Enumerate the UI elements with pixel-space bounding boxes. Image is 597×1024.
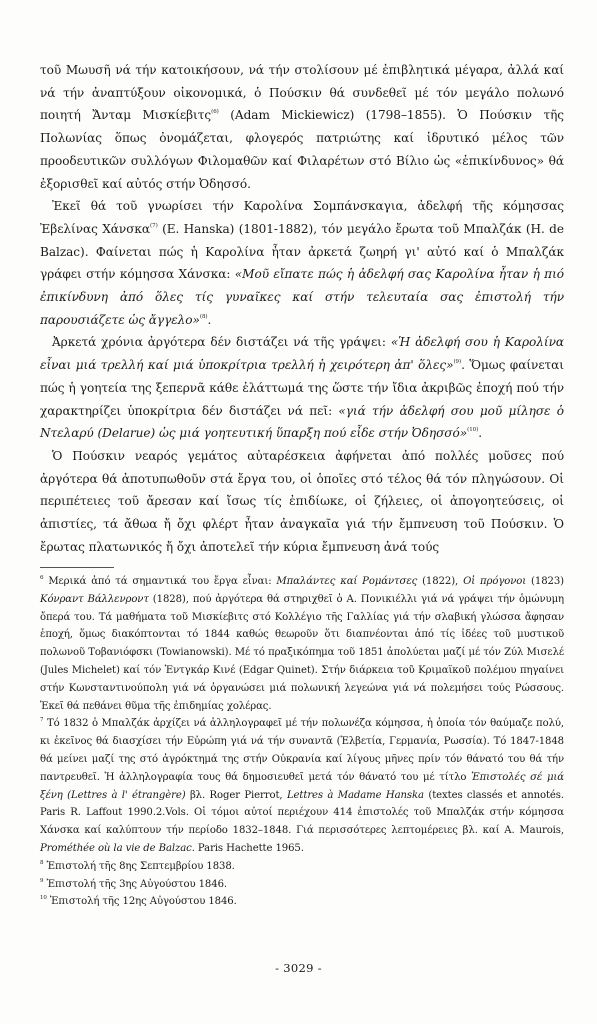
footnote-reference: (7) [150, 222, 158, 229]
paragraph [40, 445, 564, 559]
footnote [40, 715, 564, 857]
text-run: . Ὅμως φαίνεται πώς ἡ γοητεία της ξεπερνᾶ κάθε ἐλάττωμά της ὥστε τήν ἴδια ἀκριβῶς ἐποχή πού τήν χαρακτηρίζει ὑποκρίτρια δέν διστάζει νά πεῖ: [40, 358, 564, 418]
paragraph [40, 59, 564, 195]
text-run: . [478, 426, 482, 441]
text-run: Ἐπιστολή τῆς 3ης Αὐγούστου 1846. [46, 878, 228, 890]
page-number: - 3029 - [275, 961, 322, 975]
footnote-reference: (9) [453, 359, 462, 366]
italic-run: Prométhée où la vie de Balzac [40, 842, 192, 854]
italic-run: «γιά τήν ἀδελφή σου μοῦ μίλησε ὁ Ντελαρύ (Delarue) ὡς μιά γοητευτική ὕπαρξη πού εἶδε στήν Ὀδησσό» [40, 403, 564, 441]
italic-run: «Ἡ ἀδελφή σου ἡ Καρολίνα εἶναι μιά τρελλή καί μιά ὑποκρίτρια τρελλή ἡ χειρότερη ἀπ' ὅλες» [40, 335, 564, 373]
text-run: (E. Hanska) (1801-1882), τόν μεγάλο ἔρωτα τοῦ Μπαλζάκ (H. de Balzac). Φαίνεται πώς ἡ Καρολίνα ἦταν ἀρκετά ζωηρή γι' αὐτό καί ὁ Μπαλζάκ γράφει στήν κόμησσα Χάνσκα: [40, 221, 564, 282]
text-run: τοῦ Μωυσῆ νά τήν κατοικήσουν, νά τήν στολίσουν μέ ἐπιβλητικά μέγαρα, ἀλλά καί νά τήν ἀναπτύξουν οἰκονομικά, ὁ Πούσκιν θά συνδεθεῖ μέ τόν μεγάλο πολωνό ποιητή Ἄνταμ Μισκίεβιτς [40, 63, 564, 123]
footnote-reference: (10) [467, 427, 479, 434]
footnote [40, 876, 564, 894]
text-run: Ἐπιστολή τῆς 8ης Σεπτεμβρίου 1838. [46, 860, 235, 872]
italic-run: Μπαλάντες καί Ρομάντσες [276, 576, 418, 587]
text-run: Τό 1832 ὁ Μπαλζάκ ἀρχίζει νά ἀλληλογραφεῖ μέ τήν πολωνέζα κόμησσα, ἡ ὁποία τόν θαύμαζε πολύ, κι ἐκεῖνος θά διασχίσει τήν Εὐρώπη γιά νά τήν συναντᾶ (Ἑλβετία, Γερμανία, Ρωσσία). Τό 1847-1848 θά μείνει μαζί της στό ἀγρόκτημά της στήν Οὐκρανία καί λίγους μῆνες πρίν τόν θάνατό του θά τήν παντρευθεῖ. Ἡ ἀλληλογραφία τους θά δημοσιευθεῖ μετά τόν θάνατό του μέ τίτλο [40, 718, 565, 783]
text-run: Ἐκεῖ θά τοῦ γνωρίσει τήν Καρολίνα Σομπάνσκαγια, ἀδελφή τῆς κόμησσας Ἐβελίνας Χάνσκα [40, 199, 564, 236]
italic-run: «Μοῦ εἴπατε πώς ἡ ἀδελφή σας Καρολίνα ἦταν ἡ πιό ἐπικίνδυνη ἀπό ὅλες τίς γυναῖκες καί στήν τελευταία σας ἐπιστολή τήν παρουσιάζετε ὡς ἄγγελο» [40, 267, 565, 327]
footnote-reference: (8) [199, 313, 208, 320]
text-run: Μερικά ἀπό τά σημαντικά του ἔργα εἶναι: [48, 576, 277, 587]
paragraph [40, 195, 564, 331]
text-run: Ἐπιστολή τῆς 12ης Αὐγούστου 1846. [49, 896, 237, 908]
italic-run: Κόνραντ Βάλλενροντ [40, 593, 149, 605]
text-run: . Paris Hachette 1965. [191, 842, 304, 854]
italic-run: Οἱ πρόγονοι [463, 576, 527, 587]
text-run: (1828), πού ἀργότερα θά στηριχθεῖ ὁ Α. Πονικιέλλι γιά νά γράψει τήν ὁμώνυμη ὄπερά του. Τά μαθήματα τοῦ Μισκίεβιτς στό Κολλέγιο τῆς Γαλλίας γιά τήν σλαβική γλώσσα ἄφησαν ἐποχή, ὅμως διακόπτονται τό 1844 καθώς θεωροῦν ὅτι διαπνέονται ἀπό τίς ἰδέες τοῦ μυστικοῦ πολωνοῦ Τοβανιόφσκι (Towianowski). Μέ τό πραξικόπημα τοῦ 1851 ἀπολύεται μαζί μέ τόν Ζύλ Μισελέ (Jules Michelet) καί τόν Ἐντγκάρ Κινέ (Edgar Quinet). Στήν διάρκεια τοῦ Κριμαϊκοῦ πολέμου πηγαίνει στήν Κωνσταντινούπολη γιά νά ὀργανώσει μιά πολωνική λεγεώνα γιά νά πολεμήσει τούς Ρώσσους. Ἐκεῖ θά πεθάνει θῦμα τῆς ἐπιδημίας χολέρας. [40, 593, 564, 712]
italic-run: Ἐπιστολές σέ μιά ξένη (Lettres à l' étrangère) [40, 771, 564, 801]
footnote-number: 7 [40, 717, 44, 724]
text-run: (textes classés et annotés. Paris R. Laffout 1990.2.Vols. Οἱ τόμοι αὐτοί περιέχουν 414 ἐπιστολές τοῦ Μπαλζάκ στήν κόμησσα Χάνσκα καί καλύπτουν τήν περίοδο 1832–1848. Γιά περισσότερες λεπτομέρειες βλ. καί A. Maurois, [40, 789, 564, 837]
footnote-reference: (6) [211, 109, 219, 116]
footnote-number: 9 [40, 877, 44, 884]
text-run: βλ. Roger Pierrot, [185, 789, 287, 801]
footnote-separator [40, 567, 114, 568]
footnote [40, 858, 564, 876]
text-run: (1822), [417, 576, 464, 587]
footnote [40, 893, 564, 911]
footnote-number: 6 [40, 575, 44, 581]
italic-run: Lettres à Madame Hanska [286, 789, 424, 801]
text-run: Ὁ Πούσκιν νεαρός γεμάτος αὐταρέσκεια ἀφήνεται ἀπό πολλές μοῦσες πού ἀργότερα θά ἀποτυπωθοῦν στά ἔργα του, οἱ ὁποῖες στό τέλος θά τόν πληγώσουν. Οἱ περιπέτειες τοῦ ἄρεσαν καί ἴσως τίς ἐπιδίωκε, οἱ ζήλειες, οἱ ἀπογοητεύσεις, οἱ ἀπιστίες, τά ἄθωα ἤ ὄχι φλέρτ ἦταν ἀναγκαῖα γιά τήν ἔμπνευση τοῦ Πούσκιν. Ὁ ἔρωτας πλατωνικός ἤ ὄχι ἀποτελεῖ τήν κύρια ἔμπνευση ἀνά τούς [40, 448, 564, 554]
footnote-number: 8 [40, 859, 44, 866]
text-run: . [207, 312, 212, 327]
footnote [40, 573, 564, 715]
footnote-number: 10 [40, 895, 47, 902]
text-run: (1823) [526, 576, 564, 587]
text-run: (Adam Mickiewicz) (1798–1855). Ὁ Πούσκιν τῆς Πολωνίας ὅπως ὀνομάζεται, φλογερός πατριώτης καί ἱδρυτικό μέλος τῶν προοδευτικῶν συλλόγων Φιλομαθῶν καί Φιλαρέτων στό Βίλιο ὡς «ἐπικίνδυνος» θά ἐξορισθεῖ καί αὐτός στήν Ὀδησσό. [40, 108, 564, 191]
text-run: Ἀρκετά χρόνια ἀργότερα δέν διστάζει νά τῆς γράψει: [52, 335, 391, 350]
paragraph [40, 331, 564, 445]
footnotes [40, 573, 564, 911]
body-text [40, 59, 564, 558]
